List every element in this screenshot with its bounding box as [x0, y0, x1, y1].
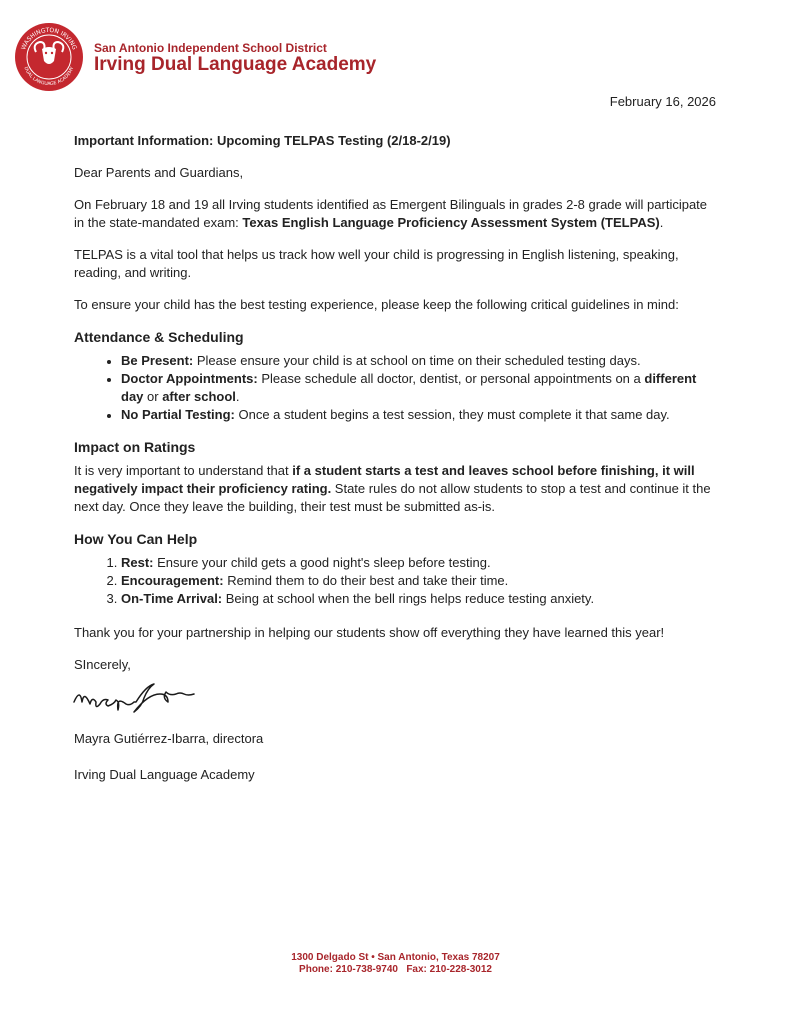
guidelines-paragraph: To ensure your child has the best testing experience, please keep the following critical guidelines in mind: [74, 297, 679, 312]
list-item: 2. Encouragement: Remind them to do their best and take their time. [121, 572, 714, 590]
list-item: 3. On-Time Arrival: Being at school when the bell rings helps reduce testing anxiety. [121, 590, 714, 608]
letterhead-footer [0, 952, 791, 976]
list-item: • Doctor Appointments: Please schedule all doctor, dentist, or personal appointments on a different day or after school. [121, 370, 714, 406]
intro-paragraph: On February 18 and 19 all Irving students identified as Emergent Bilinguals in grades 2-8 grade will participate in the state-mandated exam: Texas English Language Proficiency Assessment System (TELPAS). [74, 197, 708, 230]
signature-school: Irving Dual Language Academy [74, 767, 255, 782]
signature-name: Mayra Gutiérrez-Ibarra, directora [74, 731, 264, 746]
logo-ring-bottom: DUAL LANGUAGE ACADEMY [22, 66, 76, 88]
telpas-paragraph: TELPAS is a vital tool that helps us track how well your child is progressing in English listening, speaking, reading, and writing. [74, 247, 679, 280]
list-item: 1. Rest: Ensure your child gets a good night's sleep before testing. [121, 554, 714, 572]
help-heading: How You Can Help [74, 531, 198, 547]
handwritten-signature [70, 674, 230, 726]
list-item: • Be Present: Please ensure your child is at school on time on their scheduled testing days. [121, 352, 714, 370]
attendance-list [74, 352, 714, 424]
impact-paragraph: It is very important to understand that if a student starts a test and leaves school before finishing, it will negatively impact their proficiency rating. State rules do not allow students to stop a test and continue it the next day. Once they leave the building, their test must be submitted as-is. [74, 463, 711, 514]
footer-phone: Phone: 210-738-9740 Fax: 210-228-3012 [299, 964, 492, 975]
logo-ring-top: WASHINGTON IRVING [20, 26, 78, 51]
impact-heading: Impact on Ratings [74, 439, 196, 455]
help-list [74, 554, 714, 608]
letter-subject: Important Information: Upcoming TELPAS Testing (2/18-2/19) [74, 133, 451, 148]
attendance-heading: Attendance & Scheduling [74, 329, 244, 345]
letter-body [74, 132, 714, 784]
closing: SIncerely, [74, 657, 131, 672]
school-logo [14, 22, 84, 92]
school-name: Irving Dual Language Academy [94, 54, 377, 75]
list-item: • No Partial Testing: Once a student begins a test session, they must complete it that same day. [121, 406, 714, 424]
district-name: San Antonio Independent School District [94, 41, 327, 55]
greeting: Dear Parents and Guardians, [74, 165, 244, 180]
letter-date: February 16, 2026 [609, 94, 716, 109]
footer-address: 1300 Delgado St • San Antonio, Texas 78207 [291, 952, 500, 963]
thanks-paragraph: Thank you for your partnership in helping our students show off everything they have learned this year! [74, 625, 665, 640]
